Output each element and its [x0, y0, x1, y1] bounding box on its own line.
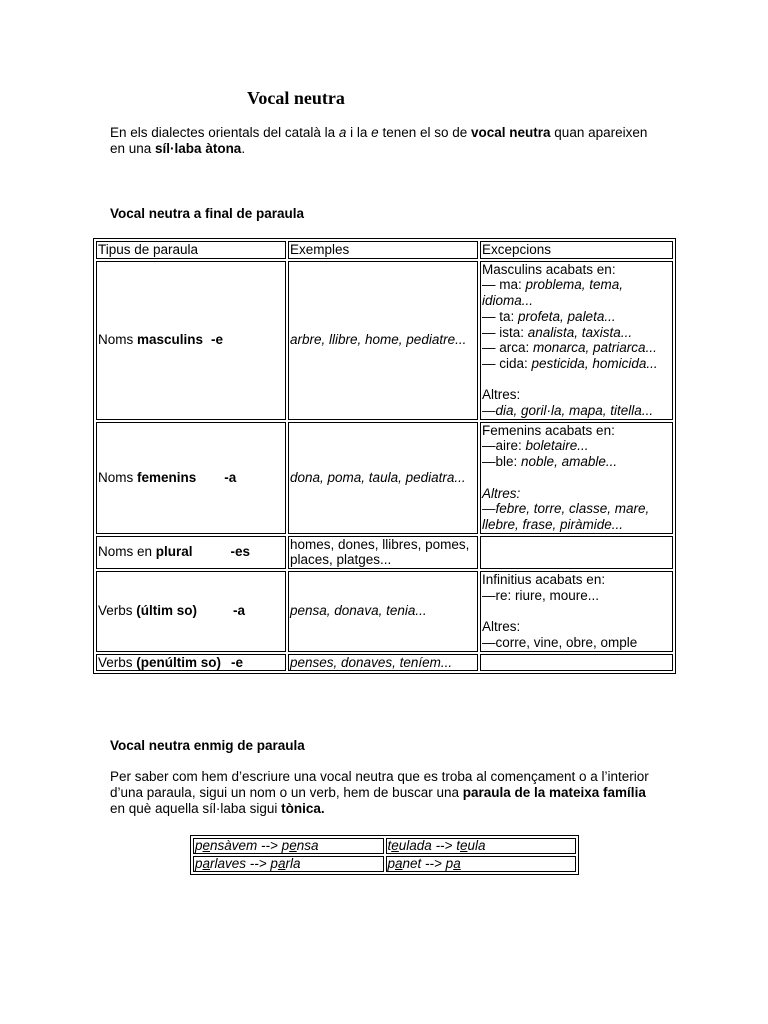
exceptions-cell: Infinitius acabats en: —re: riure, moure... Altres: —corre, vine, obre, omple: [480, 571, 673, 652]
example-cell: panet --> pa: [386, 856, 577, 872]
header-cell: Exemples: [288, 241, 478, 259]
examples-table: [190, 835, 579, 875]
table-row: [193, 856, 576, 872]
word-type-cell: Noms masculins -e: [96, 261, 286, 420]
exceptions-cell: Femenins acabats en: —aire: boletaire... —ble: noble, amable... Altres: —febre, torre, classe, mare, llebre, frase, piràmide...: [480, 422, 673, 534]
section-heading-middle: Vocal neutra enmig de paraula: [110, 738, 305, 753]
word-type-cell: Noms en plural -es: [96, 536, 286, 569]
table-row: [96, 422, 673, 534]
examples-cell: arbre, llibre, home, pediatre...: [288, 261, 478, 420]
examples-cell: penses, donaves, teníem...: [288, 654, 478, 672]
table-row: [96, 571, 673, 652]
section-heading-final: Vocal neutra a final de paraula: [110, 206, 305, 221]
header-cell: Tipus de paraula: [96, 241, 286, 259]
exceptions-cell: [480, 654, 673, 672]
exceptions-cell: [480, 536, 673, 569]
word-type-cell: Noms femenins -a: [96, 422, 286, 534]
example-cell: teulada --> teula: [386, 838, 577, 854]
examples-cell: dona, poma, taula, pediatra...: [288, 422, 478, 534]
examples-cell: pensa, donava, tenia...: [288, 571, 478, 652]
intro-paragraph: En els dialectes orientals del català la a i la e tenen el so de vocal neutra quan apareixen en una síl·laba àtona.: [110, 125, 648, 156]
word-type-cell: Verbs (penúltim so) -e: [96, 654, 286, 672]
word-type-cell: Verbs (últim so) -a: [96, 571, 286, 652]
table-row: [96, 654, 673, 672]
example-cell: parlaves --> parla: [193, 856, 384, 872]
table-row: [193, 838, 576, 854]
table-header-row: [96, 241, 673, 259]
exceptions-cell: Masculins acabats en: — ma: problema, tema, idioma... — ta: profeta, paleta... — ista: analista, taxista... — arca: monarca, patriarca... — cida: pesticida, homicida... Altres: —dia, goril·la, mapa, titella...: [480, 261, 673, 420]
middle-paragraph: Per saber com hem d’escriure una vocal neutra que es troba al començament o a l’interior d’una paraula, sigui un nom o un verb, hem de buscar una paraula de la mateixa família en què aquella síl·laba sigui tònica.: [110, 769, 649, 816]
final-vowel-table: [93, 238, 676, 674]
examples-cell: homes, dones, llibres, pomes, places, platges...: [288, 536, 478, 569]
table-row: [96, 536, 673, 569]
page-title: Vocal neutra: [247, 88, 345, 108]
example-cell: pensàvem --> pensa: [193, 838, 384, 854]
header-cell: Excepcions: [480, 241, 673, 259]
table-row: [96, 261, 673, 420]
